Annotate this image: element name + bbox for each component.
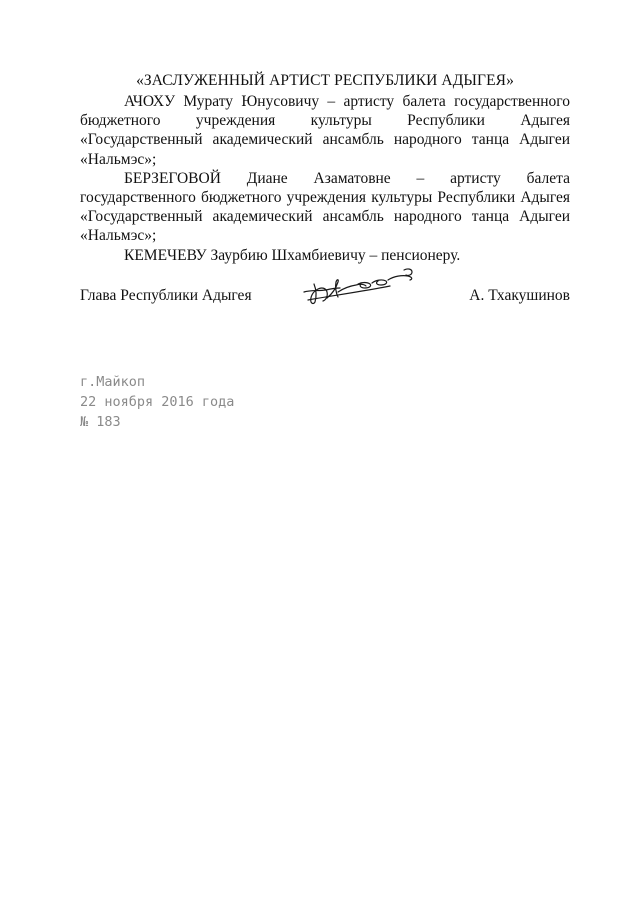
stamp-number: № 183	[80, 414, 121, 430]
award-paragraph-3: КЕМЕЧЕВУ Заурбию Шхамбиевичу – пенсионеру.	[124, 246, 461, 264]
signature-block	[80, 286, 570, 310]
signatory-role: Глава Республики Адыгея	[80, 287, 252, 304]
award-paragraph-2: БЕРЗЕГОВОЙ Диане Азаматовне – артисту балета государственного бюджетного учреждения культуры Республики Адыгея «Государственный академический ансамбль народного танца Адыгеи «Нальмэс»;	[80, 169, 570, 245]
award-paragraph-1: АЧОХУ Мурату Юнусовичу – артисту балета государственного бюджетного учреждения культуры Республики Адыгея «Государственный академический ансамбль народного танца Адыгеи «Нальмэс»;	[80, 93, 570, 168]
stamp-city: г.Майкоп	[80, 374, 146, 390]
issue-stamp	[80, 372, 234, 432]
document-body	[80, 92, 570, 265]
stamp-date: 22 ноября 2016 года	[80, 394, 235, 410]
document-heading: «ЗАСЛУЖЕННЫЙ АРТИСТ РЕСПУБЛИКИ АДЫГЕЯ»	[136, 72, 514, 89]
signatory-name: А. Тхакушинов	[469, 287, 570, 304]
